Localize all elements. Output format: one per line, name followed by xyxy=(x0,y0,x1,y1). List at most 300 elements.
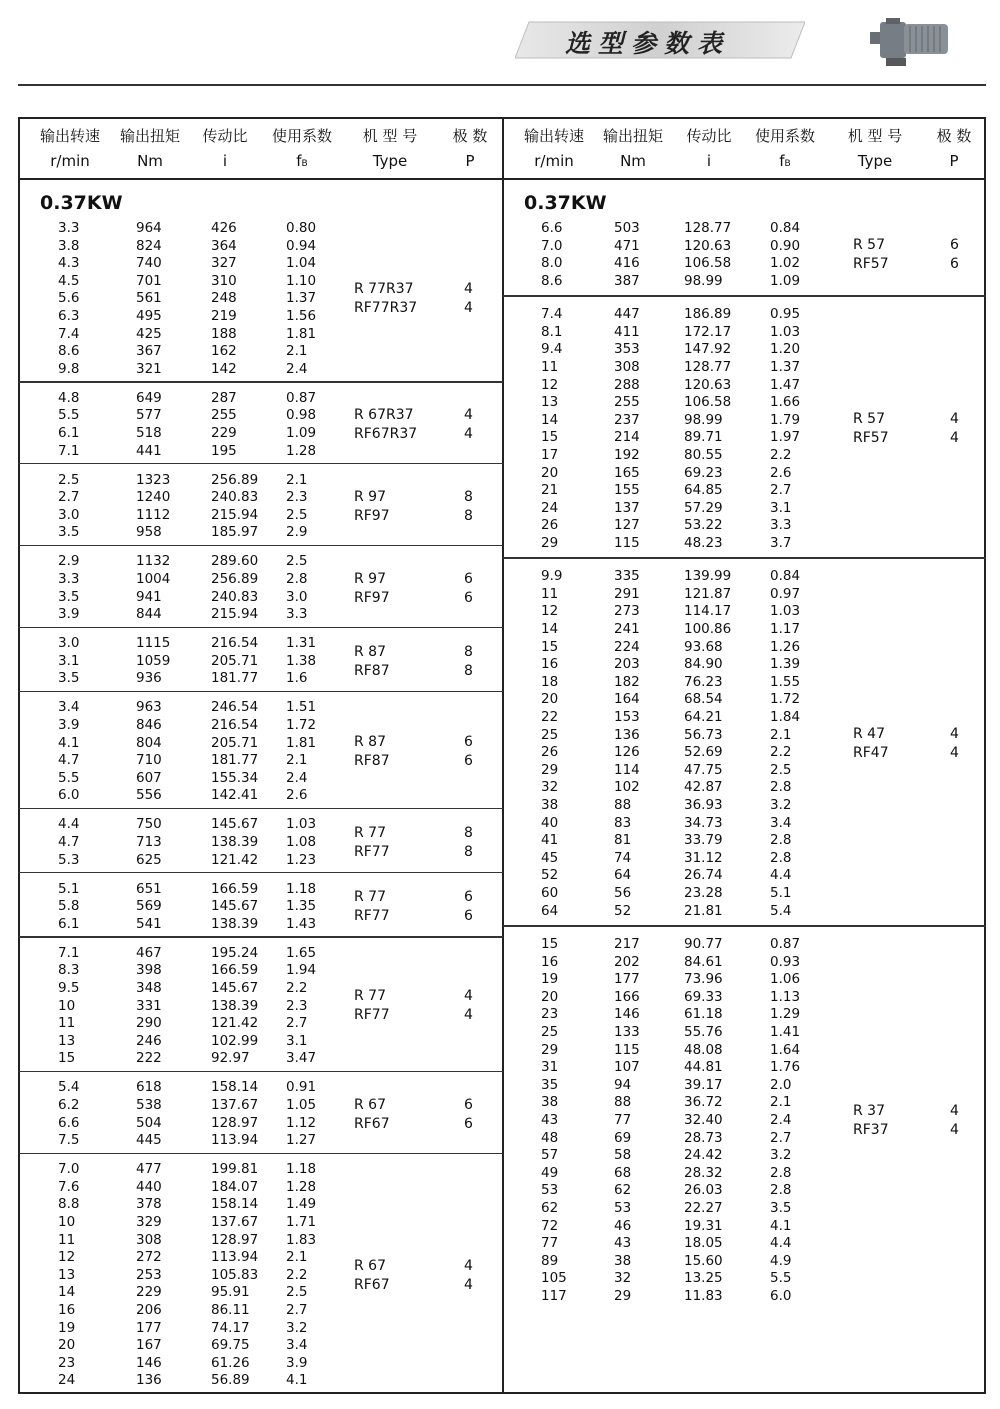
factor-cell: 1.03 xyxy=(770,603,801,620)
speed-cell: 57 xyxy=(541,1147,559,1164)
ratio-cell: 158.14 xyxy=(211,1079,259,1096)
speed-cell: 48 xyxy=(541,1129,559,1146)
factor-cell: 1.84 xyxy=(770,709,801,725)
speed-cell: 6.0 xyxy=(58,787,80,804)
ratio-cell: 84.90 xyxy=(684,656,723,673)
pole-value: 4 xyxy=(464,1257,473,1274)
pole-value: 4 xyxy=(950,745,959,762)
ratio-cell: 100.86 xyxy=(684,621,732,637)
pole-value: 6 xyxy=(464,589,473,606)
speed-cell: 23 xyxy=(58,1354,76,1371)
ratio-cell: 166.59 xyxy=(211,962,259,979)
speed-cell: 35 xyxy=(541,1076,559,1093)
factor-cell: 1.06 xyxy=(770,971,801,988)
speed-cell: 3.5 xyxy=(58,670,80,687)
pole-value: 6 xyxy=(464,889,473,905)
torque-cell: 416 xyxy=(614,255,640,272)
pole-value: 6 xyxy=(464,1115,473,1132)
speed-cell: 53 xyxy=(541,1182,559,1199)
factor-cell: 0.87 xyxy=(770,935,801,952)
speed-cell: 11 xyxy=(541,358,559,375)
ratio-cell: 57.29 xyxy=(684,499,723,516)
speed-cell: 3.0 xyxy=(58,506,80,523)
pole-value: 4 xyxy=(464,988,473,1005)
factor-cell: 1.94 xyxy=(286,962,317,979)
header-factor-unit-right: fB xyxy=(779,152,791,170)
ratio-cell: 216.54 xyxy=(211,717,259,733)
factor-cell: 2.2 xyxy=(286,980,308,996)
ratio-cell: 184.07 xyxy=(211,1178,259,1195)
speed-cell: 3.5 xyxy=(58,524,80,541)
torque-cell: 556 xyxy=(136,787,162,804)
speed-cell: 3.3 xyxy=(58,571,80,587)
factor-cell: 1.18 xyxy=(286,1161,317,1178)
factor-cell: 2.1 xyxy=(770,1094,792,1111)
factor-cell: 4.9 xyxy=(770,1252,792,1269)
torque-cell: 214 xyxy=(614,429,640,446)
pole-value: 4 xyxy=(464,407,473,423)
factor-cell: 1.28 xyxy=(286,442,317,459)
speed-cell: 23 xyxy=(541,1006,559,1023)
pole-value: 4 xyxy=(464,281,473,298)
torque-cell: 53 xyxy=(614,1199,632,1216)
speed-cell: 3.9 xyxy=(58,606,80,623)
ratio-cell: 61.18 xyxy=(684,1006,723,1023)
ratio-cell: 215.94 xyxy=(211,506,259,523)
factor-cell: 0.80 xyxy=(286,220,317,236)
pole-value: 6 xyxy=(464,753,473,770)
speed-cell: 19 xyxy=(58,1319,76,1336)
torque-cell: 115 xyxy=(614,534,640,551)
ratio-cell: 15.60 xyxy=(684,1252,723,1269)
speed-cell: 89 xyxy=(541,1252,559,1269)
ratio-cell: 23.28 xyxy=(684,885,723,901)
header-pole-unit-right: P xyxy=(949,152,959,170)
speed-cell: 24 xyxy=(58,1372,76,1389)
header-type-cn-right: 机 型 号 xyxy=(847,127,903,145)
speed-cell: 20 xyxy=(541,988,559,1005)
torque-cell: 398 xyxy=(136,962,162,979)
speed-cell: 3.9 xyxy=(58,717,80,733)
type-label: RF67 xyxy=(354,1276,390,1293)
torque-cell: 440 xyxy=(136,1178,162,1195)
speed-cell: 13 xyxy=(58,1032,76,1049)
factor-cell: 2.1 xyxy=(770,726,792,743)
speed-cell: 12 xyxy=(541,603,559,620)
gear-motor-icon xyxy=(866,10,956,72)
torque-cell: 229 xyxy=(136,1284,162,1301)
ratio-cell: 145.67 xyxy=(211,898,259,915)
torque-cell: 353 xyxy=(614,341,640,358)
type-label: RF67R37 xyxy=(354,426,418,442)
ratio-cell: 138.39 xyxy=(211,915,259,932)
torque-cell: 740 xyxy=(136,255,162,272)
factor-cell: 2.2 xyxy=(286,1266,308,1283)
torque-cell: 203 xyxy=(614,656,640,673)
speed-cell: 29 xyxy=(541,761,559,778)
ratio-cell: 98.99 xyxy=(684,411,723,428)
torque-cell: 52 xyxy=(614,902,632,919)
speed-cell: 6.2 xyxy=(58,1097,80,1113)
factor-cell: 1.6 xyxy=(286,670,308,687)
torque-cell: 569 xyxy=(136,898,162,915)
torque-cell: 577 xyxy=(136,407,162,424)
factor-cell: 5.5 xyxy=(770,1270,792,1287)
torque-cell: 74 xyxy=(614,849,632,866)
group-separator xyxy=(18,545,503,547)
torque-cell: 701 xyxy=(136,272,162,289)
torque-cell: 713 xyxy=(136,834,162,850)
type-label: RF37 xyxy=(853,1121,889,1138)
ratio-cell: 28.32 xyxy=(684,1164,723,1181)
torque-cell: 846 xyxy=(136,717,162,733)
ratio-cell: 39.17 xyxy=(684,1076,723,1093)
ratio-cell: 113.94 xyxy=(211,1132,259,1149)
torque-cell: 165 xyxy=(614,464,640,481)
speed-cell: 17 xyxy=(541,446,559,463)
factor-cell: 5.1 xyxy=(770,885,792,901)
speed-cell: 20 xyxy=(58,1337,76,1354)
torque-cell: 115 xyxy=(614,1041,640,1058)
torque-cell: 77 xyxy=(614,1111,632,1128)
torque-cell: 378 xyxy=(136,1196,162,1213)
ratio-cell: 121.42 xyxy=(211,851,259,868)
ratio-cell: 84.61 xyxy=(684,953,723,970)
ratio-cell: 76.23 xyxy=(684,673,723,690)
factor-cell: 1.31 xyxy=(286,635,317,652)
type-label: RF97 xyxy=(354,507,390,524)
ratio-cell: 28.73 xyxy=(684,1129,723,1146)
speed-cell: 117 xyxy=(541,1287,567,1304)
factor-cell: 1.29 xyxy=(770,1006,801,1023)
torque-cell: 541 xyxy=(136,915,162,932)
pole-value: 4 xyxy=(950,1102,959,1119)
factor-cell: 1.28 xyxy=(286,1178,317,1195)
ratio-cell: 240.83 xyxy=(211,588,259,605)
ratio-cell: 74.17 xyxy=(211,1319,250,1336)
group-separator xyxy=(18,627,503,629)
speed-cell: 11 xyxy=(541,585,559,602)
pole-value: 8 xyxy=(464,662,473,679)
speed-cell: 10 xyxy=(58,1214,76,1230)
torque-cell: 1323 xyxy=(136,471,171,488)
speed-cell: 105 xyxy=(541,1270,567,1287)
factor-cell: 3.5 xyxy=(770,1199,792,1216)
ratio-cell: 32.40 xyxy=(684,1111,723,1128)
pole-value: 6 xyxy=(464,1096,473,1113)
type-label: R 67 xyxy=(354,1096,386,1113)
torque-cell: 62 xyxy=(614,1182,632,1199)
speed-cell: 15 xyxy=(541,429,559,446)
group-separator xyxy=(18,691,503,693)
type-label: RF77 xyxy=(354,843,390,860)
torque-cell: 425 xyxy=(136,325,162,342)
ratio-cell: 69.33 xyxy=(684,988,723,1005)
ratio-cell: 31.12 xyxy=(684,849,723,866)
speed-cell: 9.8 xyxy=(58,360,80,377)
factor-cell: 2.8 xyxy=(770,1164,792,1181)
factor-cell: 1.10 xyxy=(286,272,317,289)
type-label: RF67 xyxy=(354,1115,390,1132)
speed-cell: 38 xyxy=(541,1094,559,1111)
torque-cell: 126 xyxy=(614,744,640,761)
ratio-cell: 181.77 xyxy=(211,752,259,769)
ratio-cell: 248 xyxy=(211,290,237,307)
torque-cell: 331 xyxy=(136,997,162,1014)
ratio-cell: 36.93 xyxy=(684,797,723,813)
factor-cell: 2.1 xyxy=(286,343,308,360)
torque-cell: 56 xyxy=(614,885,632,901)
ratio-cell: 255 xyxy=(211,407,237,424)
speed-cell: 5.1 xyxy=(58,880,80,897)
torque-cell: 146 xyxy=(136,1354,162,1371)
speed-cell: 38 xyxy=(541,797,559,813)
torque-cell: 206 xyxy=(136,1302,162,1318)
speed-cell: 14 xyxy=(541,411,559,428)
torque-cell: 153 xyxy=(614,709,640,725)
torque-cell: 1112 xyxy=(136,506,171,523)
torque-cell: 288 xyxy=(614,376,640,393)
torque-cell: 824 xyxy=(136,237,162,254)
torque-cell: 166 xyxy=(614,988,640,1005)
speed-cell: 16 xyxy=(541,953,559,970)
ratio-cell: 162 xyxy=(211,343,237,360)
torque-cell: 651 xyxy=(136,880,162,897)
speed-cell: 6.6 xyxy=(541,220,563,236)
torque-cell: 182 xyxy=(614,673,640,690)
header-speed-cn-right: 输出转速 xyxy=(523,127,584,145)
header-ratio-cn-left: 传动比 xyxy=(202,127,248,145)
ratio-cell: 120.63 xyxy=(684,237,732,254)
factor-cell: 3.1 xyxy=(286,1032,308,1049)
torque-cell: 177 xyxy=(614,971,640,988)
torque-cell: 1059 xyxy=(136,652,171,669)
pole-value: 8 xyxy=(464,843,473,860)
ratio-cell: 205.71 xyxy=(211,734,259,751)
header-factor-cn-left: 使用系数 xyxy=(271,127,332,145)
pole-value: 6 xyxy=(464,734,473,751)
speed-cell: 4.1 xyxy=(58,734,80,751)
factor-cell: 2.8 xyxy=(770,1182,792,1199)
speed-cell: 11 xyxy=(58,1015,76,1032)
type-label: R 67R37 xyxy=(354,407,414,423)
factor-cell: 3.2 xyxy=(286,1319,308,1336)
speed-cell: 52 xyxy=(541,867,559,884)
ratio-cell: 95.91 xyxy=(211,1284,250,1301)
factor-cell: 1.03 xyxy=(286,816,317,833)
speed-cell: 13 xyxy=(541,394,559,411)
ratio-cell: 128.77 xyxy=(684,358,732,375)
factor-cell: 1.18 xyxy=(286,880,317,897)
speed-cell: 6.3 xyxy=(58,308,80,324)
torque-cell: 1132 xyxy=(136,553,171,570)
ratio-cell: 64.21 xyxy=(684,709,723,725)
speed-cell: 5.4 xyxy=(58,1079,80,1096)
factor-cell: 3.3 xyxy=(770,517,792,534)
ratio-cell: 172.17 xyxy=(684,323,732,340)
ratio-cell: 142 xyxy=(211,360,237,377)
speed-cell: 43 xyxy=(541,1111,559,1128)
speed-cell: 20 xyxy=(541,691,559,708)
factor-cell: 1.66 xyxy=(770,394,801,411)
torque-cell: 83 xyxy=(614,814,632,831)
speed-cell: 26 xyxy=(541,744,559,761)
factor-cell: 1.43 xyxy=(286,915,317,932)
type-label: RF87 xyxy=(354,662,390,679)
group-separator xyxy=(18,872,503,874)
factor-cell: 2.2 xyxy=(770,446,792,463)
torque-cell: 137 xyxy=(614,499,640,516)
torque-cell: 447 xyxy=(614,306,640,323)
speed-cell: 10 xyxy=(58,997,76,1014)
factor-cell: 1.09 xyxy=(286,425,317,441)
speed-cell: 3.8 xyxy=(58,237,80,254)
factor-cell: 1.56 xyxy=(286,308,317,324)
speed-cell: 22 xyxy=(541,709,559,725)
header-pole-cn-right: 极 数 xyxy=(936,127,972,145)
header-speed-unit-right: r/min xyxy=(534,152,574,170)
factor-cell: 2.3 xyxy=(286,997,308,1014)
header-speed-cn-left: 输出转速 xyxy=(39,127,100,145)
speed-cell: 9.9 xyxy=(541,568,563,585)
type-label: RF77 xyxy=(354,1007,390,1024)
ratio-cell: 92.97 xyxy=(211,1050,250,1067)
ratio-cell: 229 xyxy=(211,425,237,441)
torque-cell: 367 xyxy=(136,343,162,360)
factor-cell: 4.1 xyxy=(770,1217,792,1234)
torque-cell: 136 xyxy=(136,1372,162,1389)
speed-cell: 16 xyxy=(541,656,559,673)
torque-cell: 114 xyxy=(614,761,640,778)
factor-cell: 1.81 xyxy=(286,734,317,751)
ratio-cell: 36.72 xyxy=(684,1094,723,1111)
ratio-cell: 195.24 xyxy=(211,944,259,961)
factor-cell: 0.91 xyxy=(286,1079,317,1096)
speed-cell: 12 xyxy=(58,1249,76,1266)
type-label: RF87 xyxy=(354,753,390,770)
torque-cell: 81 xyxy=(614,832,632,849)
factor-cell: 2.1 xyxy=(286,752,308,769)
factor-cell: 1.27 xyxy=(286,1132,317,1149)
torque-cell: 290 xyxy=(136,1015,162,1032)
torque-cell: 411 xyxy=(614,323,640,340)
ratio-cell: 80.55 xyxy=(684,446,723,463)
speed-cell: 7.1 xyxy=(58,442,80,459)
ratio-cell: 155.34 xyxy=(211,769,259,786)
ratio-cell: 19.31 xyxy=(684,1217,723,1234)
speed-cell: 60 xyxy=(541,885,559,901)
header-torque-unit-right: Nm xyxy=(620,152,646,170)
ratio-cell: 138.39 xyxy=(211,997,259,1014)
ratio-cell: 93.68 xyxy=(684,638,723,655)
header-torque-cn-right: 输出扭矩 xyxy=(602,127,663,145)
ratio-cell: 138.39 xyxy=(211,834,259,850)
group-separator xyxy=(18,1153,503,1155)
factor-cell: 2.4 xyxy=(286,769,308,786)
torque-cell: 321 xyxy=(136,360,162,377)
speed-cell: 9.4 xyxy=(541,341,563,358)
ratio-cell: 106.58 xyxy=(684,394,732,411)
torque-cell: 192 xyxy=(614,446,640,463)
speed-cell: 31 xyxy=(541,1059,559,1076)
pole-value: 8 xyxy=(464,824,473,841)
ratio-cell: 185.97 xyxy=(211,524,259,541)
speed-cell: 8.0 xyxy=(541,255,563,272)
torque-cell: 255 xyxy=(614,394,640,411)
ratio-cell: 256.89 xyxy=(211,471,259,488)
pole-value: 6 xyxy=(950,256,959,273)
ratio-cell: 327 xyxy=(211,255,237,272)
torque-cell: 224 xyxy=(614,638,640,655)
factor-cell: 1.47 xyxy=(770,376,801,393)
factor-cell: 2.6 xyxy=(286,787,308,804)
speed-cell: 19 xyxy=(541,971,559,988)
factor-cell: 0.95 xyxy=(770,306,801,323)
factor-cell: 1.97 xyxy=(770,429,801,446)
torque-cell: 253 xyxy=(136,1266,162,1283)
speed-cell: 4.4 xyxy=(58,816,80,833)
speed-cell: 13 xyxy=(58,1266,76,1283)
ratio-cell: 287 xyxy=(211,389,237,406)
torque-cell: 625 xyxy=(136,851,162,868)
factor-cell: 1.55 xyxy=(770,673,801,690)
group-separator xyxy=(503,925,986,927)
type-label: RF57 xyxy=(853,430,889,447)
speed-cell: 45 xyxy=(541,849,559,866)
speed-cell: 6.1 xyxy=(58,425,80,441)
factor-cell: 1.08 xyxy=(286,834,317,850)
type-label: R 47 xyxy=(853,726,885,743)
ratio-cell: 90.77 xyxy=(684,935,723,952)
torque-cell: 538 xyxy=(136,1097,162,1113)
ratio-cell: 53.22 xyxy=(684,517,723,534)
factor-cell: 2.7 xyxy=(770,1129,792,1146)
ratio-cell: 121.87 xyxy=(684,585,732,602)
speed-cell: 3.0 xyxy=(58,635,80,652)
torque-cell: 649 xyxy=(136,389,162,406)
group-separator xyxy=(18,463,503,465)
speed-cell: 32 xyxy=(541,779,559,796)
torque-cell: 146 xyxy=(614,1006,640,1023)
ratio-cell: 86.11 xyxy=(211,1302,250,1318)
factor-cell: 1.03 xyxy=(770,323,801,340)
factor-cell: 2.7 xyxy=(286,1302,308,1318)
speed-cell: 15 xyxy=(541,935,559,952)
factor-cell: 2.1 xyxy=(286,471,308,488)
speed-cell: 2.5 xyxy=(58,471,80,488)
factor-cell: 3.2 xyxy=(770,797,792,813)
torque-cell: 133 xyxy=(614,1023,640,1040)
factor-cell: 1.79 xyxy=(770,411,801,428)
factor-cell: 2.7 xyxy=(770,482,792,499)
ratio-cell: 310 xyxy=(211,272,237,289)
ratio-cell: 166.59 xyxy=(211,880,259,897)
factor-cell: 2.8 xyxy=(770,849,792,866)
factor-cell: 4.4 xyxy=(770,1235,792,1252)
factor-cell: 3.7 xyxy=(770,534,792,551)
factor-cell: 1.35 xyxy=(286,898,317,915)
ratio-cell: 158.14 xyxy=(211,1196,259,1213)
ratio-cell: 128.77 xyxy=(684,220,732,236)
torque-cell: 618 xyxy=(136,1079,162,1096)
torque-cell: 43 xyxy=(614,1235,632,1252)
ratio-cell: 113.94 xyxy=(211,1249,259,1266)
ratio-cell: 219 xyxy=(211,308,237,324)
ratio-cell: 47.75 xyxy=(684,761,723,778)
torque-cell: 202 xyxy=(614,953,640,970)
ratio-cell: 145.67 xyxy=(211,980,259,996)
type-label: R 77 xyxy=(354,824,386,841)
